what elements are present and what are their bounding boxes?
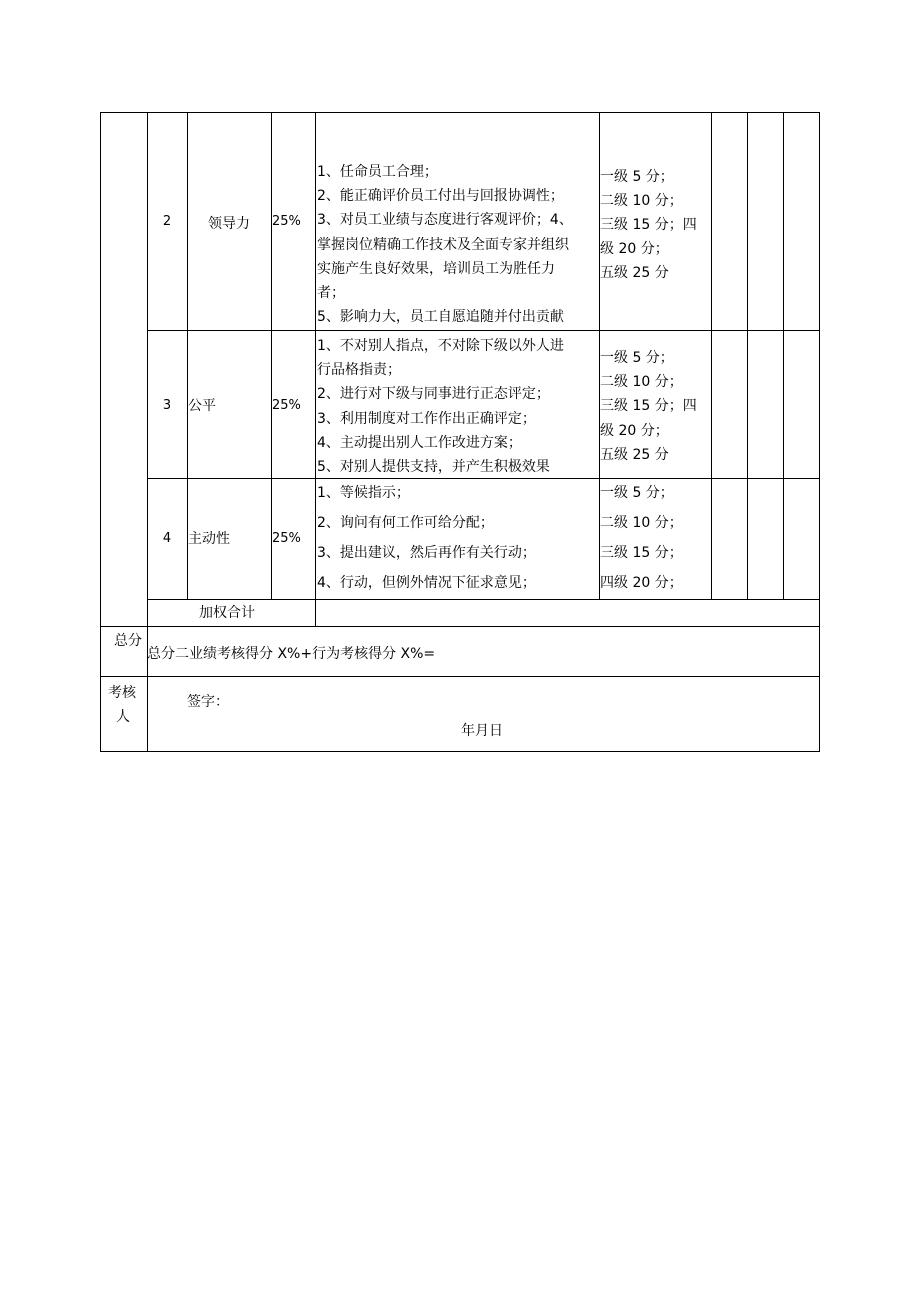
- column-divider: [711, 112, 712, 599]
- grade-list: [600, 478, 683, 598]
- total-score-label: 总分: [114, 633, 142, 649]
- row-item-name: 公平: [188, 398, 216, 414]
- criteria-line: 3、利用制度对工作作出正确评定；: [317, 410, 536, 427]
- row-number: 4: [162, 531, 172, 546]
- grade-line: 一级 5 分；: [600, 350, 674, 366]
- table-border-bottom: [100, 751, 820, 752]
- grade-line: 二级 10 分；: [600, 193, 683, 209]
- column-divider: [271, 112, 272, 599]
- grade-line: 三级 15 分；: [600, 545, 683, 561]
- row-divider: [100, 626, 820, 627]
- row-divider: [100, 676, 820, 677]
- criteria-line: 2、进行对下级与同事进行正态评定；: [317, 386, 550, 403]
- signature-label: 签字：: [187, 694, 229, 710]
- total-score-formula: 总分二业绩考核得分 X%+行为考核得分 X%=: [147, 646, 436, 662]
- criteria-line: 1、不对别人指点，不对除下级以外人进: [317, 338, 564, 354]
- reviewer-label-line2: 人: [116, 709, 130, 725]
- table-border-top: [100, 112, 820, 113]
- grade-line: 二级 10 分；: [600, 515, 683, 531]
- criteria-line: 者；: [317, 284, 345, 301]
- criteria-line: 5、对别人提供支持，并产生积极效果: [317, 458, 550, 475]
- row-divider: [147, 330, 820, 331]
- row-weight: 25%: [272, 398, 301, 413]
- criteria-list: [317, 160, 573, 329]
- criteria-line: 行品格指责；: [317, 362, 401, 379]
- criteria-line: 实施产生良好效果，培训员工为胜任力: [317, 260, 555, 277]
- grade-line: 级 20 分；: [600, 241, 669, 257]
- row-item-name: 主动性: [188, 531, 230, 547]
- grade-line: 一级 5 分；: [600, 169, 674, 185]
- row-item-name: 领导力: [208, 216, 250, 232]
- table-border-right: [819, 112, 820, 751]
- reviewer-label-line1: 考核: [108, 685, 136, 701]
- criteria-line: 2、询问有何工作可给分配；: [317, 515, 494, 531]
- grade-list: [600, 165, 697, 285]
- grade-line: 五级 25 分: [600, 265, 669, 281]
- row-number: 2: [162, 214, 172, 229]
- grade-line: 三级 15 分；四: [600, 398, 697, 415]
- grade-line: 级 20 分；: [600, 422, 669, 439]
- criteria-line: 1、任命员工合理；: [317, 164, 438, 180]
- grade-line: 三级 15 分；四: [600, 217, 697, 233]
- weighted-total-label: 加权合计: [199, 605, 255, 621]
- criteria-line: 2、能正确评价员工付出与回报协调性；: [317, 188, 564, 205]
- criteria-line: 3、提出建议，然后再作有关行动；: [317, 545, 536, 561]
- grade-line: 五级 25 分: [600, 446, 669, 463]
- row-number: 3: [162, 398, 172, 413]
- column-divider: [315, 112, 316, 626]
- grade-line: 一级 5 分；: [600, 485, 674, 501]
- criteria-line: 3、对员工业绩与态度进行客观评价；4、: [317, 212, 573, 229]
- grade-line: 四级 20 分；: [600, 575, 683, 591]
- row-weight: 25%: [272, 214, 301, 229]
- criteria-line: 5、影响力大，员工自愿追随并付出贡献: [317, 309, 564, 326]
- row-weight: 25%: [272, 531, 301, 546]
- criteria-line: 4、主动提出别人工作改进方案；: [317, 434, 522, 451]
- criteria-line: 1、等候指示；: [317, 485, 410, 501]
- criteria-list: [317, 334, 564, 479]
- criteria-line: 4、行动，但例外情况下征求意见；: [317, 575, 536, 591]
- column-divider: [747, 112, 748, 599]
- grade-list: [600, 346, 697, 467]
- grade-line: 二级 10 分；: [600, 374, 683, 391]
- table-border-left: [100, 112, 101, 751]
- criteria-list: [317, 478, 536, 598]
- row-divider: [147, 599, 820, 600]
- column-divider: [783, 112, 784, 599]
- date-label: 年月日: [461, 723, 503, 739]
- column-divider: [187, 112, 188, 599]
- criteria-line: 掌握岗位精确工作技术及全面专家并组织: [317, 236, 569, 253]
